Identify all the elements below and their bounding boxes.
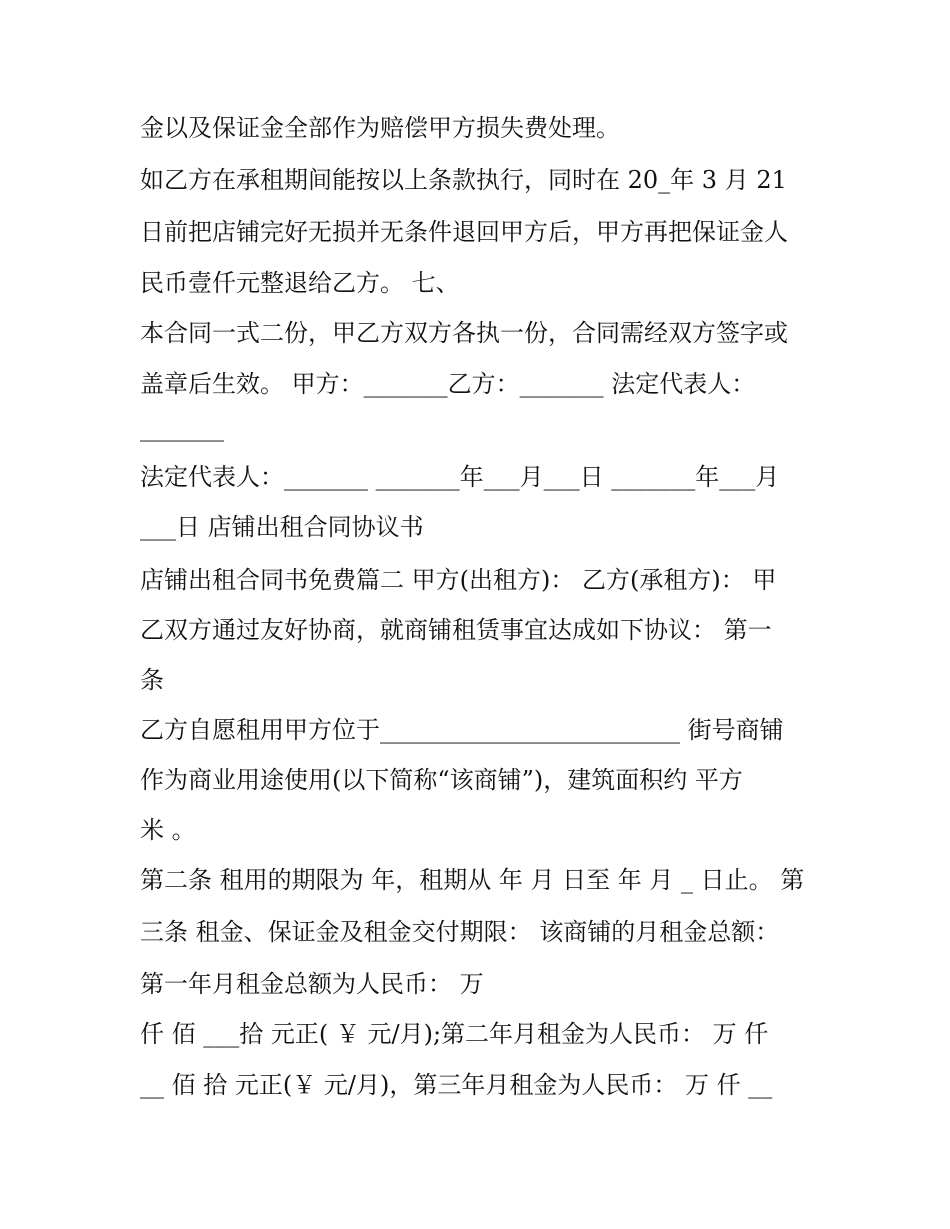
text-line: 米 。	[140, 816, 196, 844]
text-line: 乙双方通过友好协商，就商铺租赁事宜达成如下协议： 第一	[140, 616, 772, 644]
text-line: 第一年月租金总额为人民币： 万	[140, 970, 484, 998]
text-line: 作为商业用途使用(以下简称“该商铺”)，建筑面积约 平方	[140, 766, 743, 794]
text-line: ___日 店铺出租合同协议书	[140, 513, 424, 541]
text-line: 金以及保证金全部作为赔偿甲方损失费处理。	[140, 114, 620, 142]
text-line: 盖章后生效。 甲方：_______乙方：_______ 法定代表人：	[140, 370, 756, 398]
text-line: 乙方自愿租用甲方位于_________________________ 街号商铺	[140, 716, 784, 744]
text-line: 第二条 租用的期限为 年，租期从 年 月 日至 年 月 _ 日止。 第	[140, 866, 805, 894]
text-line: 民币壹仟元整退给乙方。 七、	[140, 269, 460, 297]
text-line: 日前把店铺完好无损并无条件退回甲方后，甲方再把保证金人	[140, 218, 788, 246]
text-line: 本合同一式二份，甲乙方双方各执一份，合同需经双方签字或	[140, 319, 788, 347]
text-line: 店铺出租合同书免费篇二 甲方(出租方)： 乙方(承租方)： 甲	[140, 566, 777, 594]
text-line: 仟 佰 ___拾 元正( ￥ 元/月);第二年月租金为人民币： 万 仟	[140, 1020, 769, 1048]
text-line: 如乙方在承租期间能按以上条款执行，同时在 20_年 3 月 21	[140, 166, 787, 194]
text-line: 三条 租金、保证金及租金交付期限： 该商铺的月租金总额：	[140, 918, 780, 946]
signature-blank: _______	[140, 414, 224, 442]
text-line: 条	[140, 666, 164, 694]
text-line: 法定代表人：_______ _______年___月___日 _______年___月	[140, 463, 780, 491]
text-line: __ 佰 拾 元正(￥ 元/月)，第三年月租金为人民币： 万 仟 __	[140, 1071, 773, 1099]
